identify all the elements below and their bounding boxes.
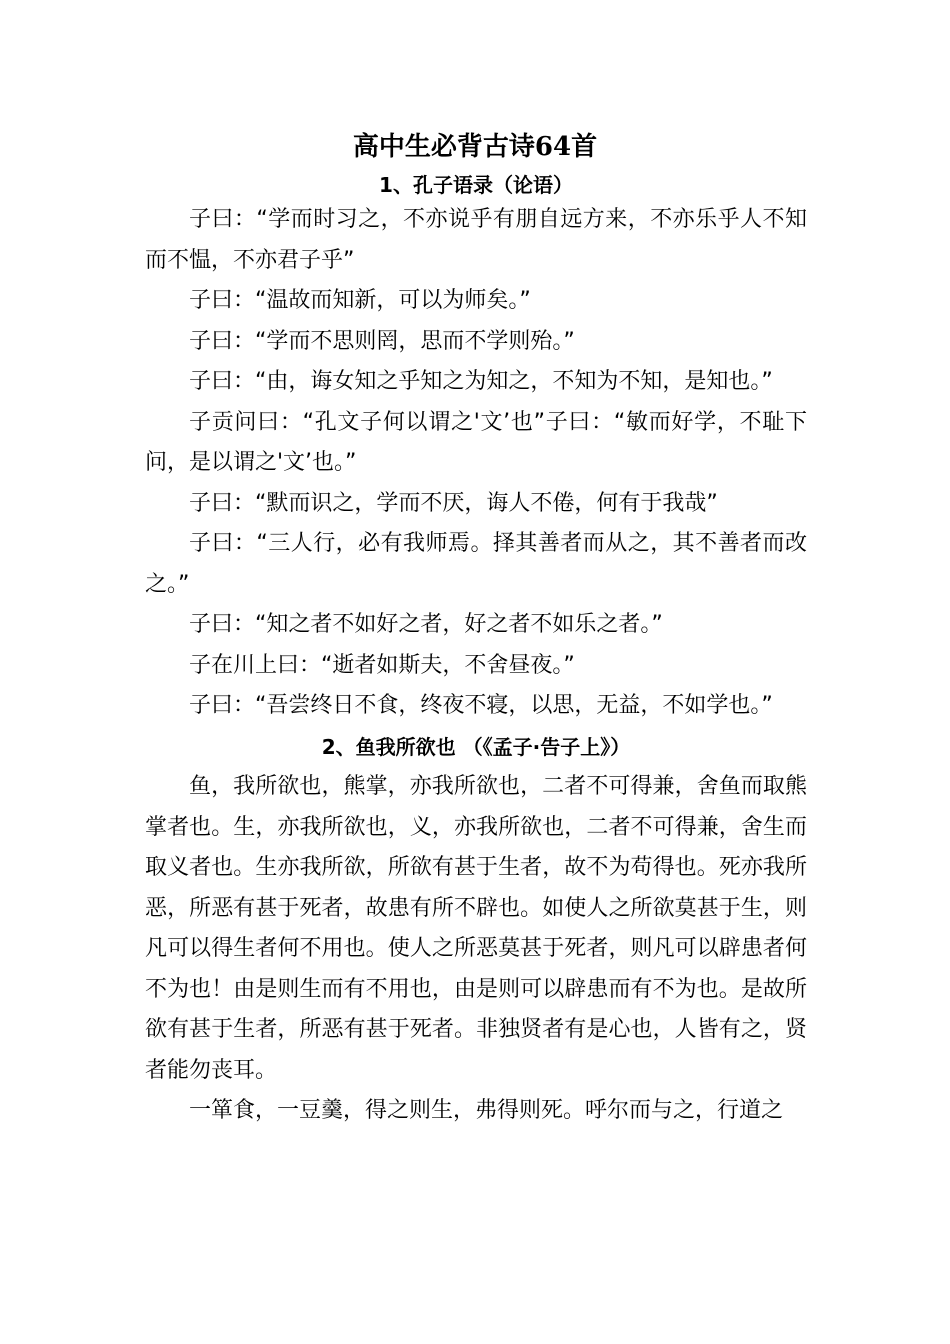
analects-paragraph: 子曰：“学而时习之，不亦说乎有朋自远方来，不亦乐乎人不知而不愠，不亦君子乎”: [145, 207, 807, 273]
analects-paragraph: 子曰：“温故而知新，可以为师矣。”: [189, 288, 531, 313]
analects-paragraph: 子贡问曰：“孔文子何以谓之'文’也”子曰：“敏而好学，不耻下问，是以谓之'文’也。”: [145, 409, 807, 475]
analects-paragraph: 子曰：“学而不思则罔，思而不学则殆。”: [189, 328, 575, 354]
analects-paragraph: 子曰：“知之者不如好之者，好之者不如乐之者。”: [189, 612, 663, 637]
section-heading-analects: 1、孔子语录（论语）: [379, 173, 573, 197]
analects-paragraph: 子在川上曰：“逝者如斯夫，不舍昼夜。”: [189, 652, 575, 678]
analects-paragraph: 子曰：“默而识之，学而不厌，诲人不倦，何有于我哉”: [189, 490, 718, 516]
analects-paragraph: 子曰：“吾尝终日不食，终夜不寝，以思，无益，不如学也。”: [189, 693, 773, 718]
analects-paragraph: 子曰：“三人行，必有我师焉。择其善者而从之，其不善者而改之。”: [145, 531, 807, 597]
document-body: [145, 171, 807, 1132]
mencius-paragraph: 一箪食，一豆羹，得之则生，弗得则死。呼尔而与之，行道之: [189, 1098, 784, 1123]
page-title: 高中生必背古诗64首: [352, 132, 598, 162]
analects-paragraph: 子曰：“由，诲女知之乎知之为知之，不知为不知，是知也。”: [189, 369, 773, 394]
section-heading-mencius: 2、鱼我所欲也 （《孟子·告子上》）: [321, 734, 631, 759]
mencius-paragraph: 鱼，我所欲也，熊掌，亦我所欲也，二者不可得兼，舍鱼而取熊掌者也。生，亦我所欲也，义，亦我所欲也，二者不可得兼，舍生而取义者也。生亦我所欲，所欲有甚于生者，故不为苟得也。死亦我所恶，所恶有甚于死者，故患有所不辟也。如使人之所欲莫甚于生，则凡可以得生者何不用也。使人之所恶莫甚于死者，则凡可以辟患者何不为也！由是则生而有不用也，由是则可以辟患而有不为也。是故所欲有甚于生者，所恶有甚于死者。非独贤者有是心也，人皆有之，贤者能勿丧耳。: [145, 774, 807, 1083]
